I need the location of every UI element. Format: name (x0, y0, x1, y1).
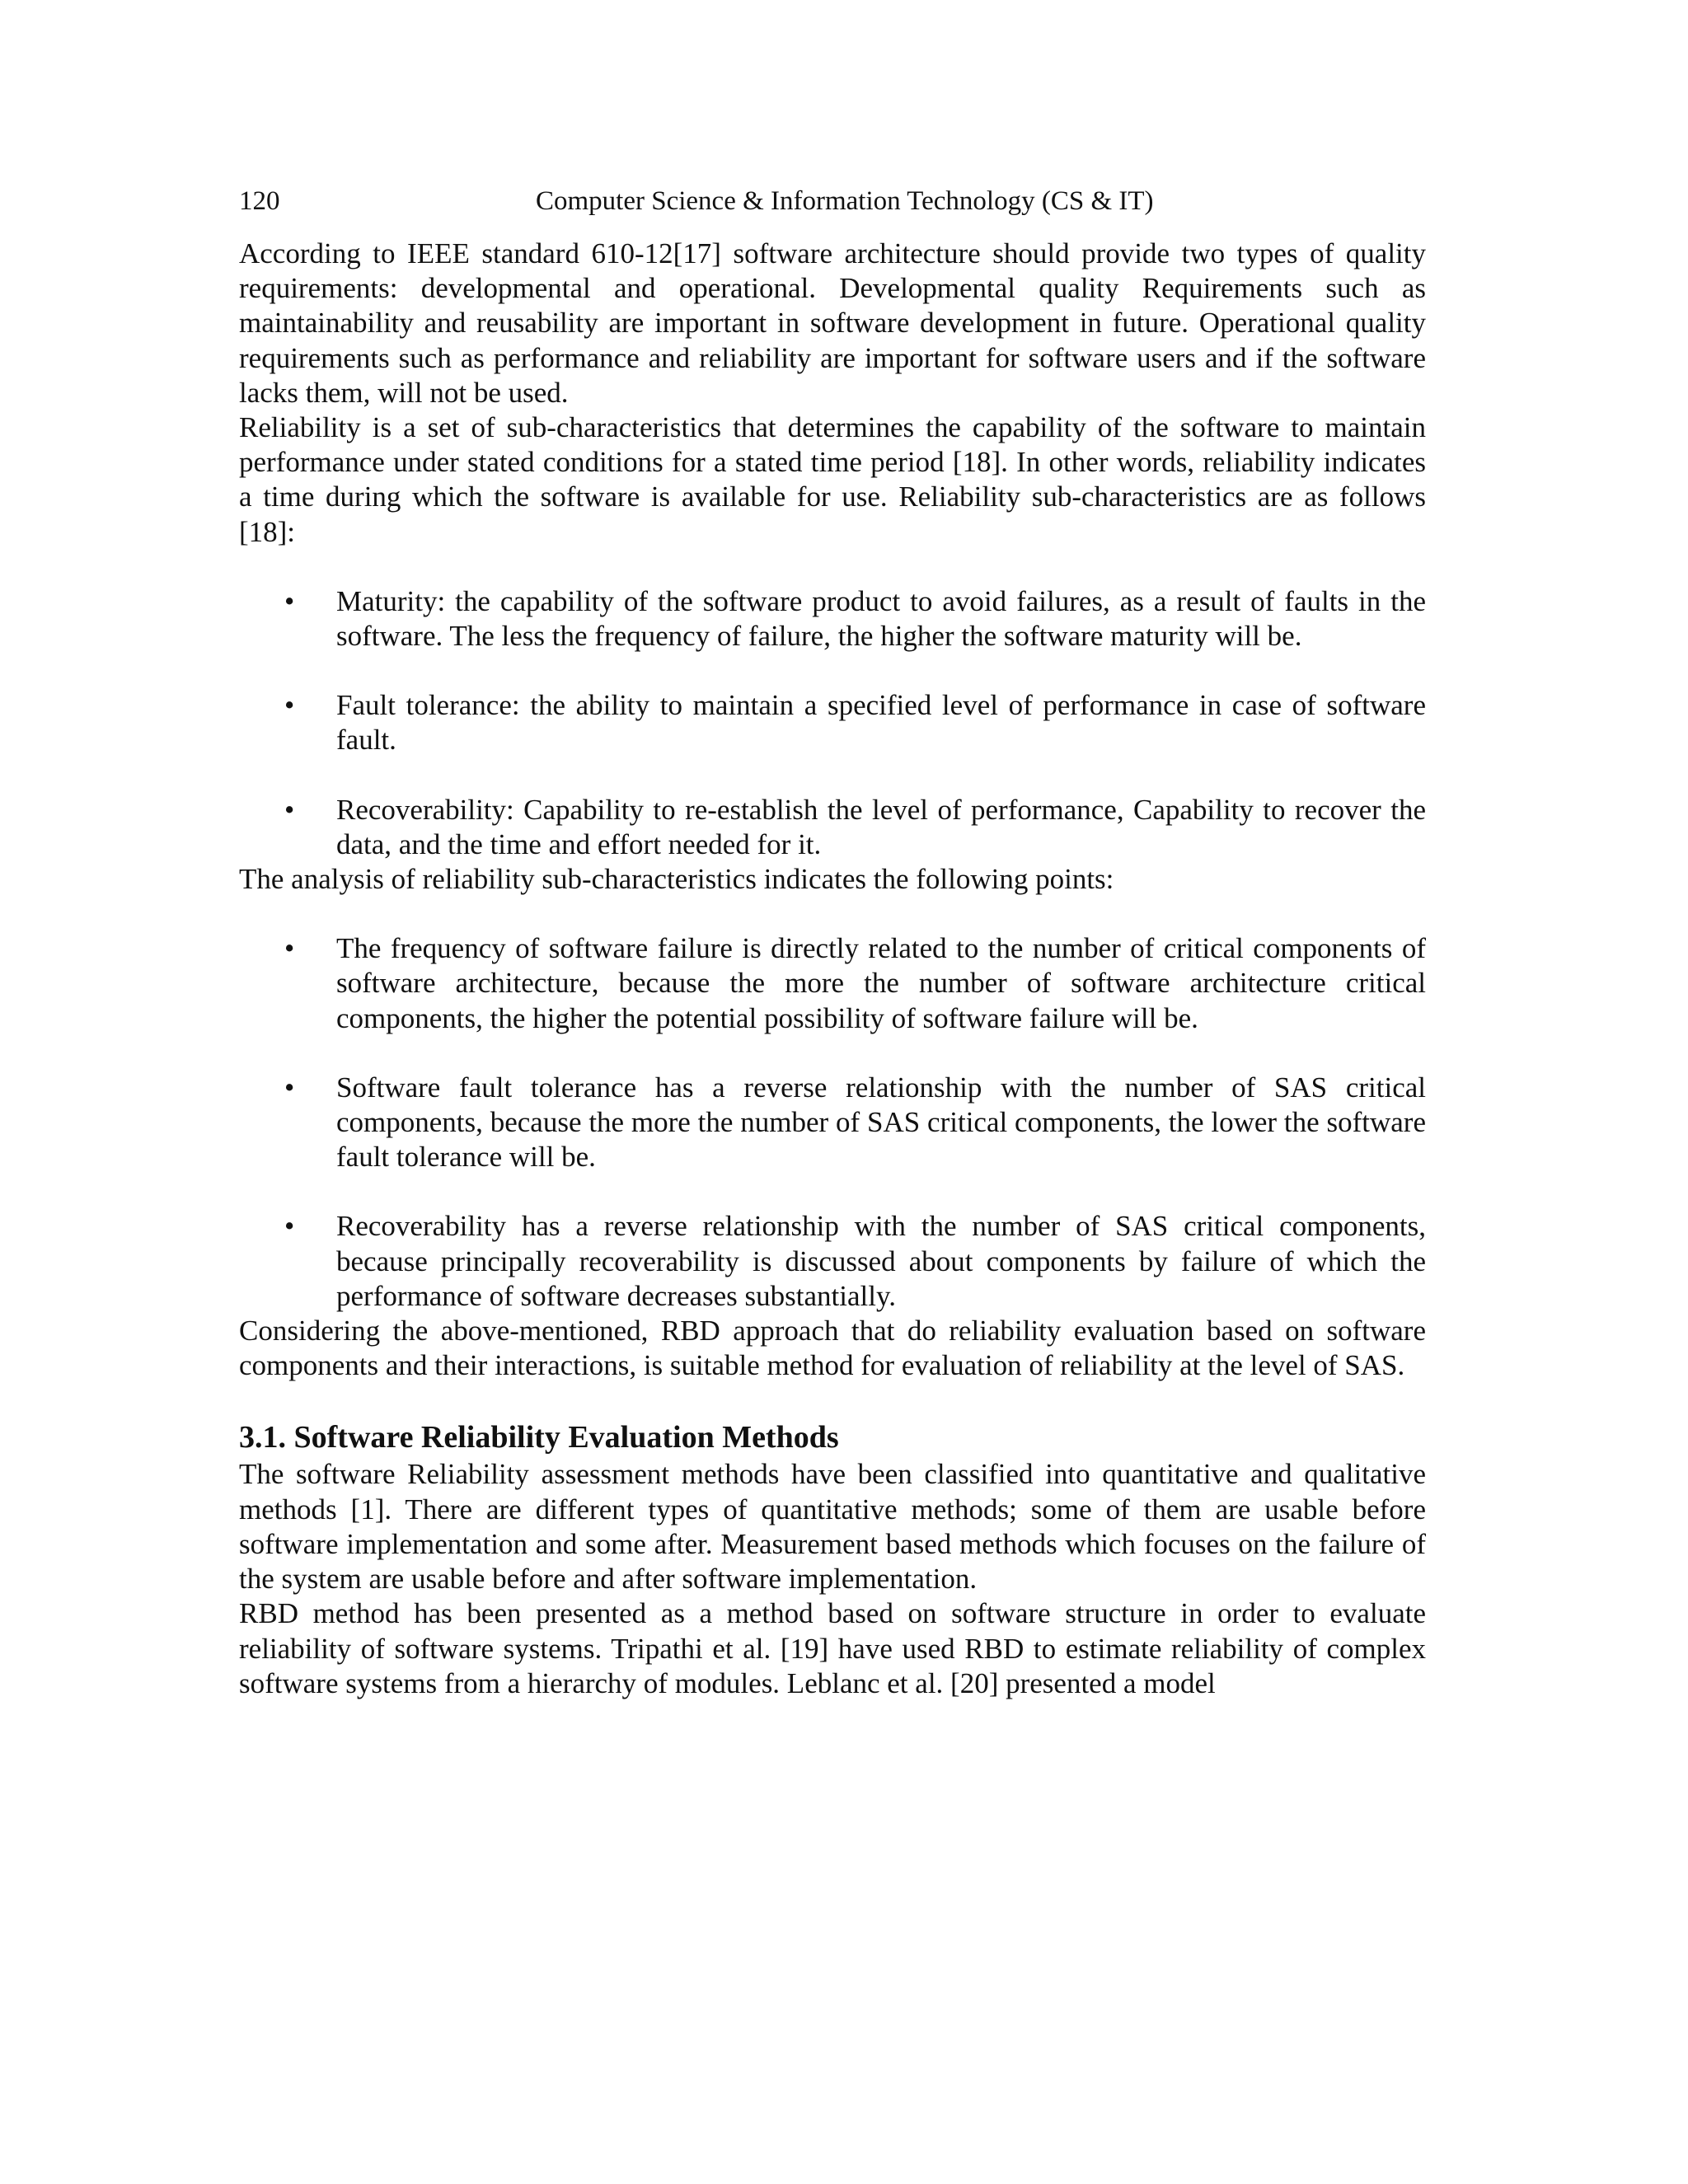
list-item-text: Maturity: the capability of the software product to avoid failures, as a result of faults in the software. The less the frequency of failure, the higher the software maturity will be. (336, 584, 1426, 653)
bullet-icon: • (284, 689, 295, 722)
paragraph-quality-requirements: According to IEEE standard 610-12[17] software architecture should provide two types of quality requirements: developmental and operational. Developmental quality Requirements such as maintainability and reusability are important in software development in future. Operational quality requirements such as performance and reliability are important for software users and if the software lacks them, will not be used. (239, 237, 1426, 409)
reliability-subcharacteristics-list (239, 584, 1426, 862)
list-item-text: Fault tolerance: the ability to maintain a specified level of performance in case of software fault. (336, 689, 1426, 757)
list-item (239, 1071, 1426, 1175)
page-number: 120 (239, 186, 280, 216)
list-item-text: Software fault tolerance has a reverse relationship with the number of SAS critical components, because the more the number of SAS critical components, the lower the software fault tolerance will be. (336, 1071, 1426, 1174)
list-item (239, 1209, 1426, 1314)
paragraph-assessment-methods: The software Reliability assessment methods have been classified into quantitative and qualitative methods [1]. There are different types of quantitative methods; some of them are usable before software implementation and some after. Measurement based methods which focuses on the failure of the system are usable before and after software implementation. (239, 1458, 1426, 1596)
list-item (239, 688, 1426, 757)
journal-title: Computer Science & Information Technology (CS & IT) (536, 186, 1154, 216)
bullet-icon: • (284, 584, 295, 617)
list-item (239, 793, 1426, 862)
section-heading: 3.1. Software Reliability Evaluation Methods (239, 1420, 839, 1455)
list-item-text: Recoverability: Capability to re-establish the level of performance, Capability to recover the data, and the time and effort needed for it. (336, 793, 1426, 860)
list-item (239, 931, 1426, 1036)
paragraph-analysis-intro: The analysis of reliability sub-characteristics indicates the following points: (239, 863, 1114, 896)
bullet-icon: • (284, 1071, 295, 1104)
bullet-icon: • (284, 932, 295, 965)
list-item (239, 584, 1426, 654)
bullet-icon: • (284, 793, 295, 826)
analysis-points-list (239, 931, 1426, 1314)
body-content (239, 237, 1426, 1701)
running-header (239, 183, 1426, 219)
bullet-icon: • (284, 1210, 295, 1243)
paragraph-rbd-conclusion: Considering the above-mentioned, RBD approach that do reliability evaluation based on software components and their interactions, is suitable method for evaluation of reliability at the level of SAS. (239, 1315, 1426, 1382)
paragraph-rbd-method: RBD method has been presented as a method based on software structure in order to evaluate reliability of software systems. Tripathi et al. [19] have used RBD to estimate reliability of complex software systems from a hierarchy of modules. Leblanc et al. [20] presented a model (239, 1597, 1426, 1699)
list-item-text: Recoverability has a reverse relationship with the number of SAS critical components, because principally recoverability is discussed about components by failure of which the performance of software decreases substantially. (336, 1210, 1426, 1312)
list-item-text: The frequency of software failure is directly related to the number of critical components of software architecture, because the more the number of software architecture critical components, the higher the potential possibility of software failure will be. (336, 932, 1426, 1034)
paragraph-reliability-definition: Reliability is a set of sub-characteristics that determines the capability of the software to maintain performance under stated conditions for a stated time period [18]. In other words, reliability indicates a time during which the software is available for use. Reliability sub-characteristics are as follows [18]: (239, 411, 1426, 548)
